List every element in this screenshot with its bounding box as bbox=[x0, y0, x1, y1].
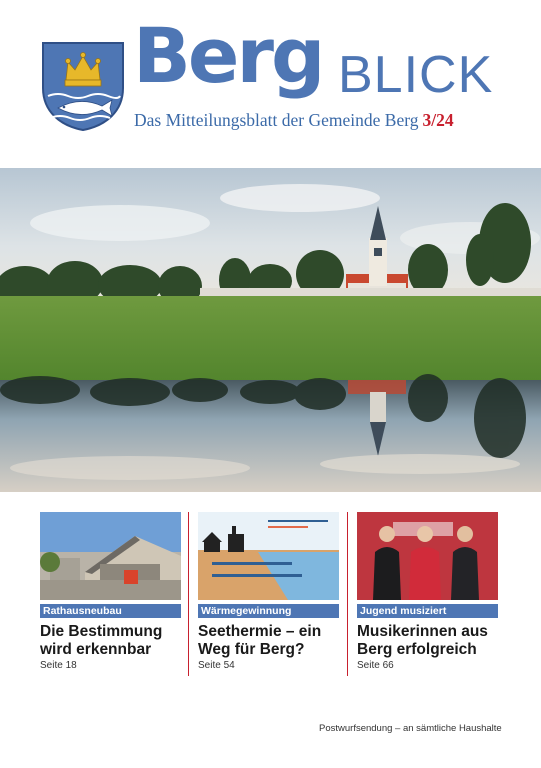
masthead-tagline bbox=[134, 112, 454, 130]
teaser-category: Rathausneubau bbox=[40, 604, 181, 618]
headline-line: wird erkennbar bbox=[40, 641, 152, 658]
issue-number: 3/24 bbox=[422, 110, 454, 130]
headline-line: Weg für Berg? bbox=[198, 641, 305, 658]
teaser-page-ref: Seite 66 bbox=[357, 660, 394, 671]
teaser-waermegewinnung[interactable] bbox=[198, 512, 339, 671]
column-divider bbox=[347, 512, 348, 676]
headline-line: Seethermie – ein bbox=[198, 623, 322, 640]
hero-photo bbox=[0, 168, 541, 492]
coat-of-arms-icon bbox=[40, 40, 126, 132]
postal-note: Postwurfsendung – an sämtliche Haushalte bbox=[319, 723, 502, 734]
teaser-category: Wärmegewinnung bbox=[198, 604, 339, 618]
masthead-subtitle: BLICK bbox=[338, 46, 494, 104]
tagline-text: Das Mitteilungsblatt der Gemeinde Berg bbox=[134, 110, 419, 130]
teaser-page-ref: Seite 18 bbox=[40, 660, 77, 671]
headline-line: Berg erfolgreich bbox=[357, 641, 477, 658]
teaser-category: Jugend musiziert bbox=[357, 604, 498, 618]
teaser-headline[interactable] bbox=[40, 623, 181, 659]
column-divider bbox=[188, 512, 189, 676]
teaser-diagram-seethermie bbox=[198, 512, 339, 600]
headline-line: Musikerinnen aus bbox=[357, 623, 488, 640]
teaser-headline[interactable] bbox=[198, 623, 339, 659]
teaser-photo-musicians bbox=[357, 512, 498, 600]
teaser-photo-building bbox=[40, 512, 181, 600]
masthead-title: Berg bbox=[133, 11, 323, 100]
teaser-page-ref: Seite 54 bbox=[198, 660, 235, 671]
teaser-rathausneubau[interactable] bbox=[40, 512, 181, 671]
headline-line: Die Bestimmung bbox=[40, 623, 163, 640]
teaser-jugend-musiziert[interactable] bbox=[357, 512, 498, 671]
teaser-headline[interactable] bbox=[357, 623, 498, 659]
